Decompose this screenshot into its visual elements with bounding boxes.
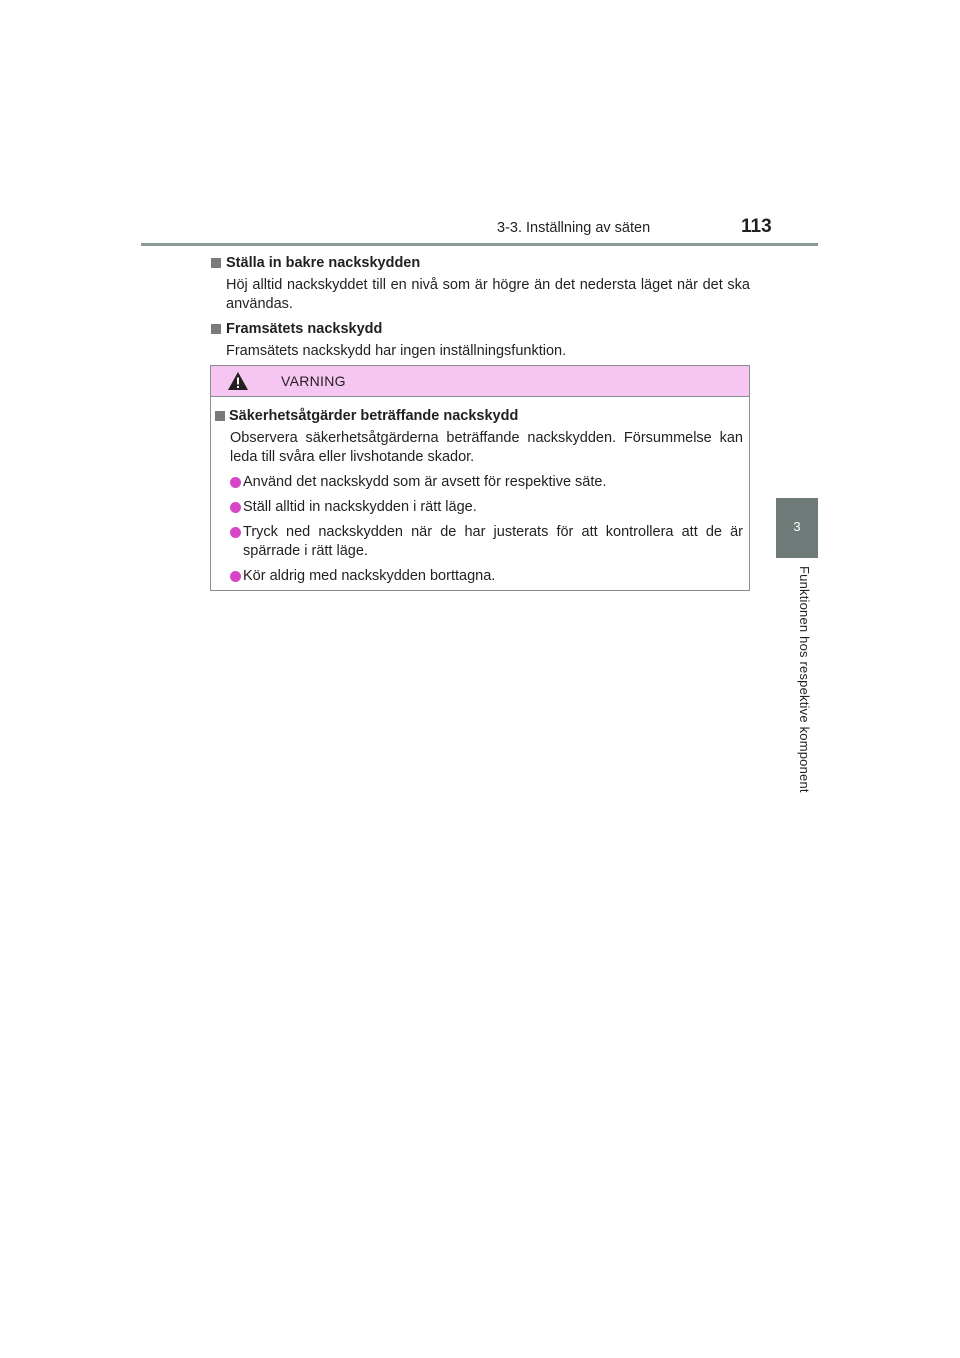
square-marker-icon xyxy=(215,411,225,421)
warning-header xyxy=(211,366,749,397)
magenta-dot-icon xyxy=(230,571,241,582)
list-item-text: Tryck ned nackskydden när de har justerats för att kontrollera att de är spärrade i rätt läge. xyxy=(243,524,743,559)
list-item-text: Ställ alltid in nackskydden i rätt läge. xyxy=(243,499,477,515)
header-divider xyxy=(141,243,818,246)
list-item-text: Använd det nackskydd som är avsett för respektive säte. xyxy=(243,474,607,490)
list-item xyxy=(211,567,749,586)
chapter-number: 3 xyxy=(793,519,801,534)
warning-heading xyxy=(211,407,749,426)
list-item xyxy=(211,473,749,492)
section-heading xyxy=(210,320,750,339)
magenta-dot-icon xyxy=(230,502,241,513)
warning-intro: Observera säkerhetsåtgärderna beträffande nackskydden. Försummelse kan leda till svåra eller livshotande skador. xyxy=(230,430,743,465)
square-marker-icon xyxy=(211,258,221,268)
square-marker-icon xyxy=(211,324,221,334)
section-body: Framsätets nackskydd har ingen inställningsfunktion. xyxy=(226,343,567,359)
warning-heading-text: Säkerhetsåtgärder beträffande nackskydd xyxy=(229,408,519,424)
list-item-text: Kör aldrig med nackskydden borttagna. xyxy=(243,568,496,584)
section-heading xyxy=(210,254,750,273)
list-item xyxy=(211,523,749,561)
main-content xyxy=(210,254,750,361)
section-heading-text: Ställa in bakre nackskydden xyxy=(226,255,421,271)
warning-body xyxy=(211,407,749,586)
chapter-tab xyxy=(776,498,818,558)
warning-label: VARNING xyxy=(281,373,346,389)
page-section-title: 3-3. Inställning av säten xyxy=(497,220,651,236)
warning-box xyxy=(210,365,750,591)
warning-triangle-icon xyxy=(227,371,249,391)
section-heading-text: Framsätets nackskydd xyxy=(226,321,383,337)
section-body: Höj alltid nackskyddet till en nivå som är högre än det nedersta läget när det ska användas. xyxy=(226,277,750,312)
magenta-dot-icon xyxy=(230,477,241,488)
magenta-dot-icon xyxy=(230,527,241,538)
chapter-title: Funktionen hos respektive komponent xyxy=(797,566,812,793)
list-item xyxy=(211,498,749,517)
page-number: 113 xyxy=(741,216,772,237)
